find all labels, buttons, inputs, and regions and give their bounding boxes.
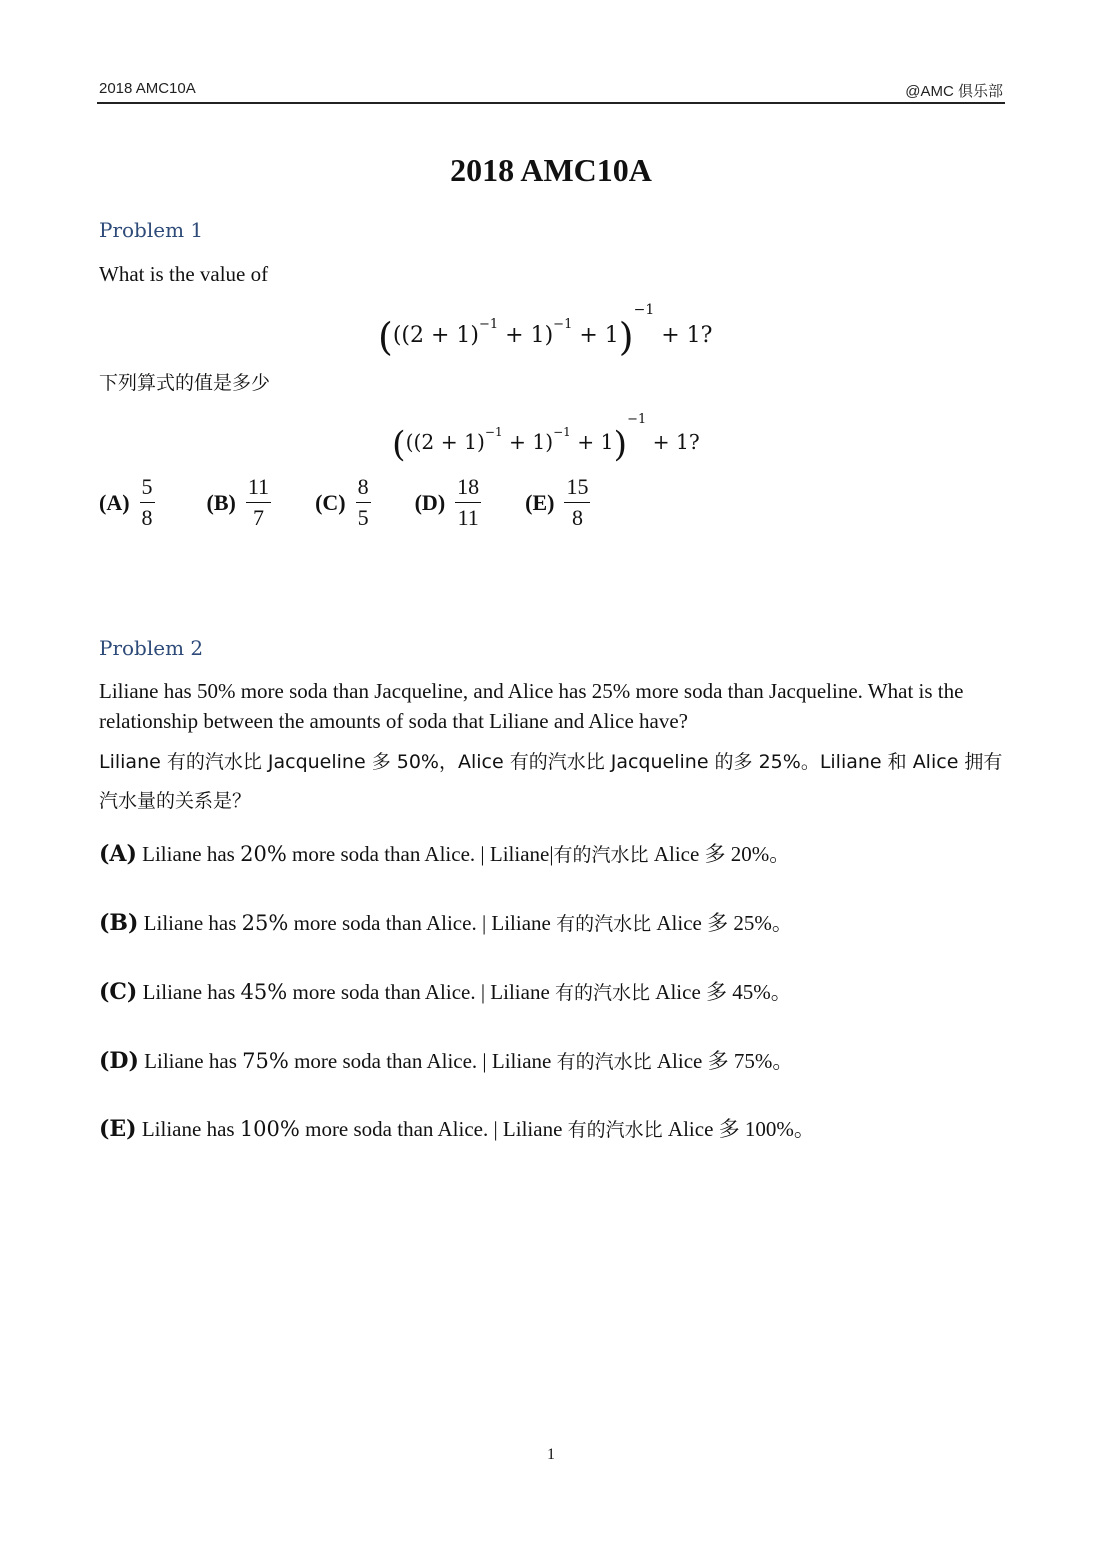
page-number: 1 — [547, 1446, 555, 1463]
choice-e[interactable] — [525, 476, 590, 529]
problem-2-option-e[interactable]: (E) Liliane has 100% more soda than Alice. | Liliane 有的汽水比 Alice 多 100%。 — [99, 1116, 815, 1142]
problem-2-question-zh: Liliane 有的汽水比 Jacqueline 多 50%，Alice 有的汽水比 Jacqueline 的多 25%。Liliane 和 Alice 拥有汽水量的关系是？ — [99, 751, 1003, 812]
running-header-right: @AMC 俱乐部 — [905, 83, 1003, 100]
choice-letter: (A) — [99, 489, 130, 515]
choice-letter: (D) — [414, 489, 446, 515]
problem-1-expression: $(((2 + 1)^{-1} + 1)^{-1} + 1)-1 + 1$? — [378, 302, 713, 359]
header-rule — [97, 102, 1005, 104]
choice-letter: (C) — [315, 489, 346, 515]
choice-b[interactable] — [207, 476, 272, 529]
problem-2-option-c[interactable]: (C) Liliane has 45% more soda than Alice. | Liliane 有的汽水比 Alice 多 45%。 — [99, 979, 792, 1005]
fraction: $\frac{11}{7}$ — [247, 474, 270, 530]
choice-a[interactable] — [99, 476, 155, 529]
problem-2-heading: Problem 2 — [99, 636, 204, 660]
problem-1-heading: Problem 1 — [99, 218, 204, 242]
problem-2-option-b[interactable]: (B) Liliane has 25% more soda than Alice. | Liliane 有的汽水比 Alice 多 25%。 — [99, 910, 793, 936]
problem-2-question-en: Liliane has 50% more soda than Jacqueline, and Alice has 25% more soda than Jacqueline. What is the relationship between the amounts of soda that Liliane and Alice have? — [99, 679, 964, 733]
problem-2-option-a[interactable]: (A) Liliane has 20% more soda than Alice. | Liliane|有的汽水比 Alice 多 20%。 — [99, 841, 791, 867]
problem-1-question-en: What is the value of — [99, 262, 269, 286]
problem-1-expression-repeat: $(((2 + 1)^{-1} + 1)^{-1} + 1)-1 + 1$? — [392, 412, 700, 465]
running-header-left: 2018 AMC10A — [99, 80, 196, 97]
choice-d[interactable] — [415, 476, 482, 529]
fraction: $\frac{5}{8}$ — [141, 474, 153, 530]
problem-1-question-zh: 下列算式的值是多少 — [99, 372, 271, 394]
fraction: $\frac{18}{11}$ — [457, 474, 480, 530]
choice-letter: (E) — [525, 489, 555, 515]
choice-letter: (B) — [206, 489, 236, 515]
fraction: $\frac{8}{5}$ — [357, 474, 369, 530]
choice-c[interactable] — [315, 476, 371, 529]
fraction: $\frac{15}{8}$ — [566, 474, 589, 530]
document-title: 2018 AMC10A — [450, 152, 652, 188]
problem-1-choices — [99, 476, 628, 529]
problem-2-option-d[interactable]: (D) Liliane has 75% more soda than Alice. | Liliane 有的汽水比 Alice 多 75%。 — [99, 1048, 794, 1074]
